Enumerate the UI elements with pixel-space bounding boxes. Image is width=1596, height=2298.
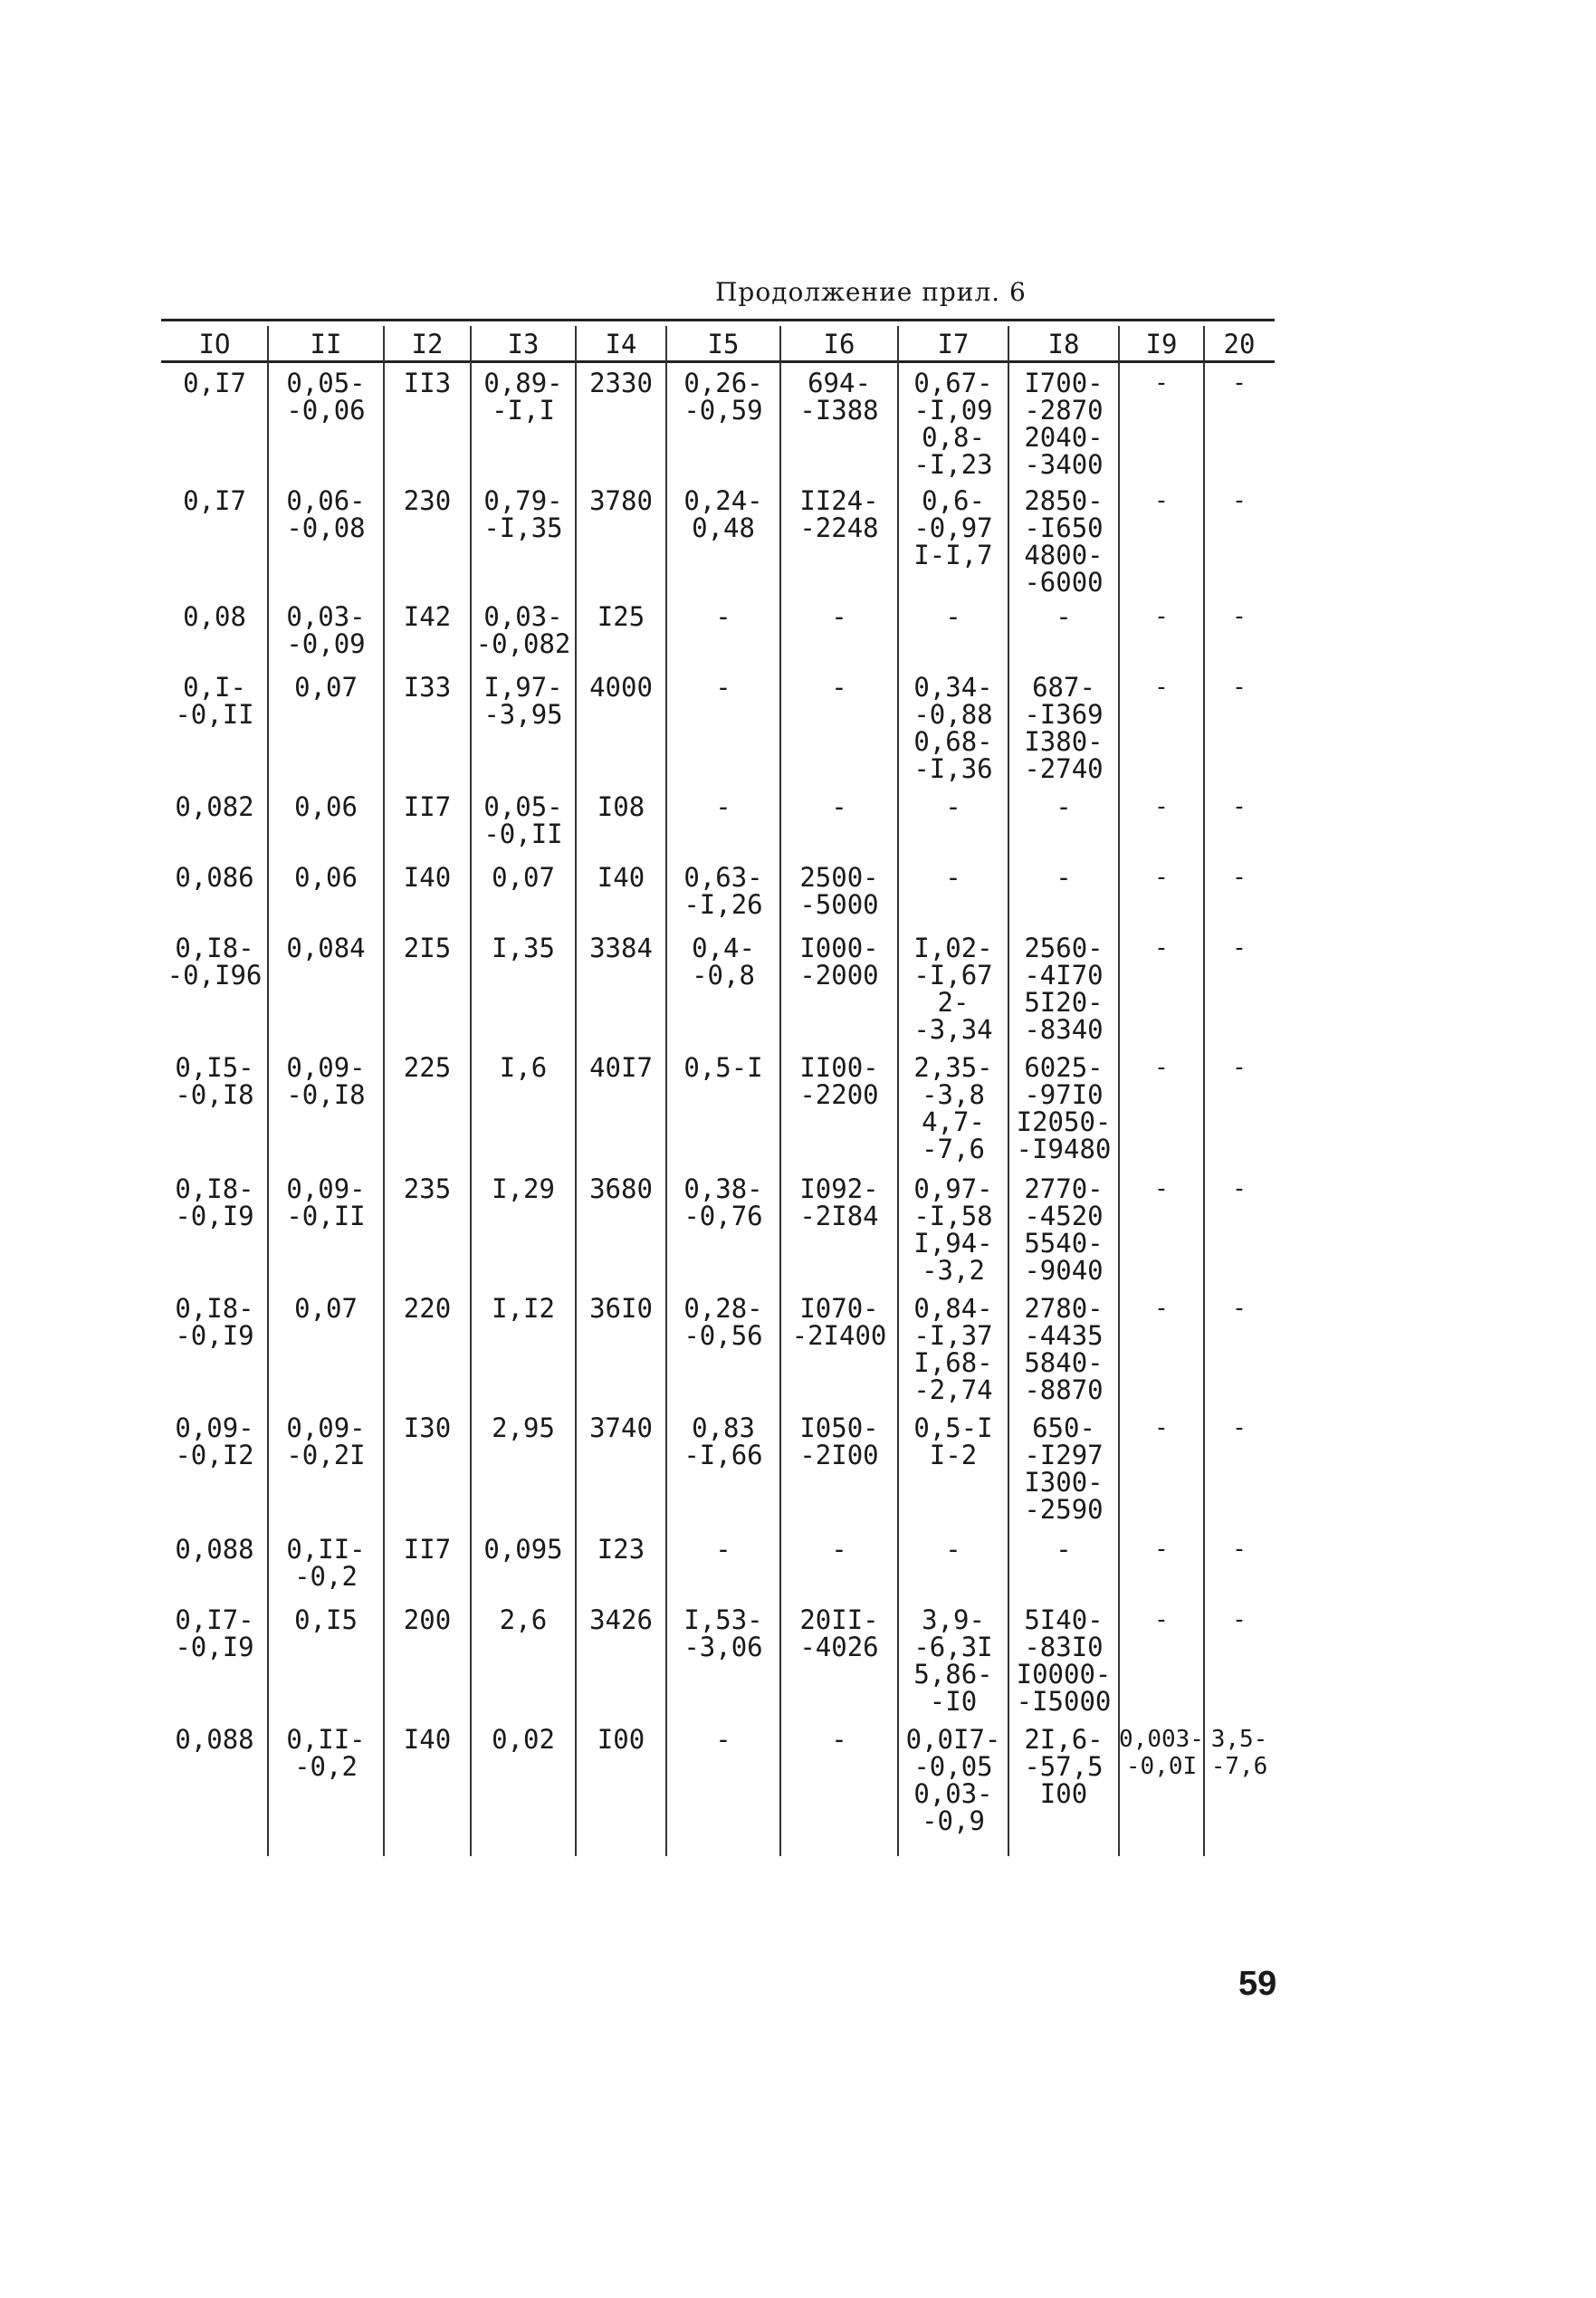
table-cell: - <box>1232 1606 1247 1633</box>
table-cell: 0,5-I <box>683 1052 763 1083</box>
table-cell: 0,07 <box>294 672 358 703</box>
table-cell: 3680 <box>589 1173 653 1204</box>
table-cell: - <box>715 672 731 703</box>
table-cell: - <box>1154 1295 1169 1322</box>
table-cell: 2850- -I650 4800- -6000 <box>1024 485 1104 598</box>
table-cell: - <box>945 791 961 822</box>
table-cell: 0,084 <box>286 933 366 963</box>
table-cell: II7 <box>403 791 452 822</box>
table-cell: 3740 <box>589 1412 653 1443</box>
table-cell: 0,086 <box>175 862 254 893</box>
column-header: I8 <box>1047 329 1080 359</box>
table-cell: 694- -I388 <box>799 368 879 426</box>
table-cell: 0,03- -0,09 <box>286 601 366 659</box>
table-cell: 0,0I7- -0,05 0,03- -0,9 <box>905 1724 1001 1836</box>
table-cell: - <box>1232 674 1247 701</box>
table-cell: 3384 <box>589 933 653 963</box>
table-cell: 0,09- -0,2I <box>286 1412 366 1470</box>
table-cell: - <box>945 862 961 893</box>
table-cell: - <box>1232 864 1247 891</box>
table-cell: 0,I8- -0,I96 <box>167 933 263 991</box>
table-cell: I,29 <box>492 1173 555 1204</box>
table-cell: 0,I5 <box>294 1604 358 1635</box>
table-cell: I25 <box>597 601 645 632</box>
table-cell: I40 <box>403 1724 452 1755</box>
table-cell: 0,5-I I-2 <box>913 1412 993 1470</box>
table-cell: - <box>1232 487 1247 514</box>
table-cell: I,97- -3,95 <box>483 672 563 730</box>
table-cell: 0,4- -0,8 <box>692 933 755 991</box>
column-header: I5 <box>707 329 740 359</box>
table-cell: - <box>831 601 847 632</box>
table-cell: I00 <box>597 1724 645 1755</box>
table-cell: - <box>1232 369 1247 397</box>
table-cell: 0,63- -I,26 <box>683 862 763 920</box>
table-cell: I070- -2I400 <box>791 1293 887 1351</box>
table-cell: - <box>1056 791 1072 822</box>
table-cell: 0,83 -I,66 <box>683 1412 763 1470</box>
table-cell: 4000 <box>589 672 653 703</box>
table-cell: 0,6- -0,97 I-I,7 <box>913 485 993 570</box>
table-cell: I30 <box>403 1412 452 1443</box>
column-header: I4 <box>605 329 637 359</box>
table-cell: 0,I8- -0,I9 <box>175 1293 254 1351</box>
table-cell: - <box>831 1724 847 1755</box>
table-cell: 2I,6- -57,5 I00 <box>1024 1724 1104 1809</box>
table-cell: - <box>945 601 961 632</box>
table-cell: I33 <box>403 672 452 703</box>
table-cell: 0,24- 0,48 <box>683 485 763 543</box>
table-cell: - <box>1232 1536 1247 1563</box>
table-cell: I,I2 <box>492 1293 555 1324</box>
table-cell: I42 <box>403 601 452 632</box>
table-cell: - <box>715 791 731 822</box>
table-cell: I092- -2I84 <box>799 1173 879 1231</box>
table-cell: 3,5- -7,6 <box>1210 1726 1268 1780</box>
table-cell: 0,07 <box>294 1293 358 1324</box>
table-cell: I,02- -I,67 2- -3,34 <box>913 933 993 1045</box>
table-cell: - <box>715 1724 731 1755</box>
table-cell: 0,05- -0,II <box>483 791 563 849</box>
column-header: I3 <box>507 329 540 359</box>
page-number: 59 <box>1238 1965 1277 2003</box>
table-cell: 0,84- -I,37 I,68- -2,74 <box>913 1293 993 1405</box>
table-cell: I050- -2I00 <box>799 1412 879 1470</box>
table-cell: - <box>1154 487 1169 514</box>
table-cell: 3780 <box>589 485 653 516</box>
table-cell: 0,I8- -0,I9 <box>175 1173 254 1231</box>
table-cell: 0,02 <box>492 1724 555 1755</box>
table-cell: 0,38- -0,76 <box>683 1173 763 1231</box>
table-header-rule <box>161 360 1275 363</box>
table-cell: 2770- -4520 5540- -9040 <box>1024 1173 1104 1286</box>
table-cell: 0,67- -I,09 0,8- -I,23 <box>913 368 993 480</box>
table-cell: - <box>1232 603 1247 630</box>
column-header: I6 <box>823 329 855 359</box>
table-cell: 0,I7 <box>183 368 246 398</box>
table-cell: - <box>1232 934 1247 962</box>
table-cell: - <box>1154 1606 1169 1633</box>
table-cell: 0,II- -0,2 <box>286 1724 366 1782</box>
table-cell: 220 <box>403 1293 452 1324</box>
table-cell: 2I5 <box>403 933 452 963</box>
table-cell: 230 <box>403 485 452 516</box>
table-cell: 0,088 <box>175 1534 254 1565</box>
table-cell: 0,I7- -0,I9 <box>175 1604 254 1662</box>
table-cell: - <box>831 1534 847 1565</box>
table-cell: I,53- -3,06 <box>683 1604 763 1662</box>
table-cell: I,6 <box>499 1052 548 1083</box>
table-cell: 0,09- -0,I8 <box>286 1052 366 1110</box>
table-cell: 2780- -4435 5840- -8870 <box>1024 1293 1104 1405</box>
table-cell: 2,35- -3,8 4,7- -7,6 <box>913 1052 993 1164</box>
table-cell: 2,6 <box>499 1604 548 1635</box>
table-cell: - <box>1056 601 1072 632</box>
table-cell: I40 <box>597 862 645 893</box>
table-cell: 5I40- -83I0 I0000- -I5000 <box>1016 1604 1112 1717</box>
table-cell: - <box>945 1534 961 1565</box>
table-cell: - <box>1232 1054 1247 1081</box>
table-cell: 225 <box>403 1052 452 1083</box>
table-cell: 0,088 <box>175 1724 254 1755</box>
table-cell: 2560- -4I70 5I20- -8340 <box>1024 933 1104 1045</box>
table-cell: - <box>1056 862 1072 893</box>
table-cell: - <box>1232 1295 1247 1322</box>
page-caption: Продолжение прил. 6 <box>715 277 1027 307</box>
table-cell: - <box>1056 1534 1072 1565</box>
table-cell: 0,97- -I,58 I,94- -3,2 <box>913 1173 993 1286</box>
table-cell: 0,05- -0,06 <box>286 368 366 426</box>
table-cell: 0,06- -0,08 <box>286 485 366 543</box>
table-top-rule <box>161 319 1275 321</box>
column-header: IO <box>198 329 231 359</box>
table-cell: 6025- -97I0 I2050- -I9480 <box>1016 1052 1112 1164</box>
table-cell: - <box>715 601 731 632</box>
table-cell: 0,28- -0,56 <box>683 1293 763 1351</box>
table-cell: 0,I- -0,II <box>175 672 254 730</box>
table-cell: 200 <box>403 1604 452 1635</box>
table-cell: 20II- -4026 <box>799 1604 879 1662</box>
table-cell: 0,06 <box>294 791 358 822</box>
table-cell: I700- -2870 2040- -3400 <box>1024 368 1104 480</box>
table-cell: - <box>1154 674 1169 701</box>
table-cell: 36I0 <box>589 1293 653 1324</box>
column-header: I7 <box>937 329 970 359</box>
table-cell: 0,07 <box>492 862 555 893</box>
table-cell: 0,I7 <box>183 485 246 516</box>
table-cell: 0,095 <box>483 1534 563 1565</box>
table-cell: II00- -2200 <box>799 1052 879 1110</box>
table-cell: II24- -2248 <box>799 485 879 543</box>
table-cell: I23 <box>597 1534 645 1565</box>
table-cell: 0,II- -0,2 <box>286 1534 366 1592</box>
table-cell: II3 <box>403 368 452 398</box>
table-cell: 687- -I369 I380- -2740 <box>1024 672 1104 784</box>
table-cell: - <box>1154 1175 1169 1202</box>
table-cell: - <box>1154 793 1169 820</box>
table-cell: - <box>1232 1414 1247 1441</box>
table-cell: 0,003- -0,0I <box>1119 1726 1204 1780</box>
table-cell: 0,082 <box>175 791 254 822</box>
table-cell: - <box>831 791 847 822</box>
table-cell: - <box>1232 1175 1247 1202</box>
column-header: I9 <box>1145 329 1178 359</box>
table-cell: 40I7 <box>589 1052 653 1083</box>
table-cell: 2,95 <box>492 1412 555 1443</box>
table-cell: - <box>1232 793 1247 820</box>
table-cell: 0,89- -I,I <box>483 368 563 426</box>
table-cell: 0,09- -0,II <box>286 1173 366 1231</box>
table-cell: - <box>1154 1054 1169 1081</box>
table-cell: I000- -2000 <box>799 933 879 991</box>
table-cell: - <box>1154 934 1169 962</box>
table-cell: - <box>1154 1536 1169 1563</box>
table-cell: 2330 <box>589 368 653 398</box>
table-cell: 0,08 <box>183 601 246 632</box>
column-header: I2 <box>411 329 444 359</box>
table-cell: 0,06 <box>294 862 358 893</box>
table-cell: 2500- -5000 <box>799 862 879 920</box>
table-cell: 0,34- -0,88 0,68- -I,36 <box>913 672 993 784</box>
table-cell: II7 <box>403 1534 452 1565</box>
table-cell: 3,9- -6,3I 5,86- -I0 <box>913 1604 993 1717</box>
table-cell: I40 <box>403 862 452 893</box>
table-cell: 0,03- -0,082 <box>475 601 571 659</box>
table-cell: - <box>715 1534 731 1565</box>
table-cell: - <box>1154 1414 1169 1441</box>
table-cell: 3426 <box>589 1604 653 1635</box>
table-cell: - <box>1154 369 1169 397</box>
table-cell: I,35 <box>492 933 555 963</box>
table-cell: - <box>1154 603 1169 630</box>
table-cell: 0,I5- -0,I8 <box>175 1052 254 1110</box>
table-cell: 235 <box>403 1173 452 1204</box>
column-header: II <box>310 329 342 359</box>
column-header: 20 <box>1223 329 1256 359</box>
table-cell: 0,09- -0,I2 <box>175 1412 254 1470</box>
table-cell: I08 <box>597 791 645 822</box>
table-cell: 0,26- -0,59 <box>683 368 763 426</box>
table-cell: 650- -I297 I300- -2590 <box>1024 1412 1104 1525</box>
table-cell: 0,79- -I,35 <box>483 485 563 543</box>
table-cell: - <box>1154 864 1169 891</box>
table-cell: - <box>831 672 847 703</box>
